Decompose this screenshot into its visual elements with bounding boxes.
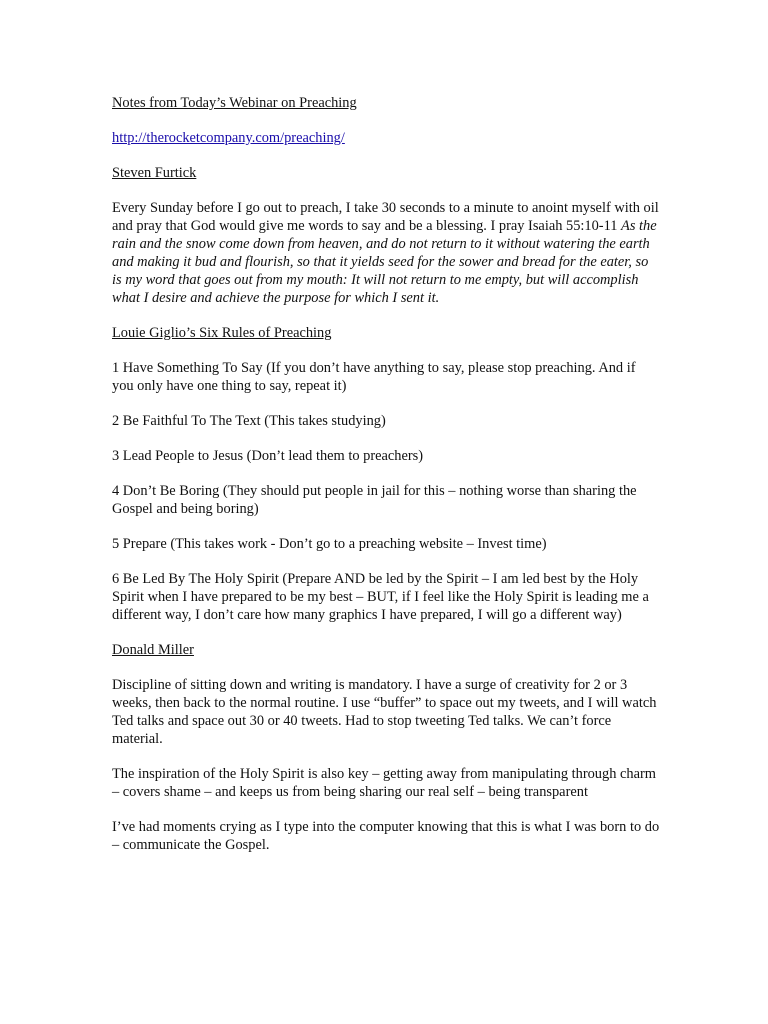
document-title: Notes from Today’s Webinar on Preaching (112, 95, 357, 111)
document-body (112, 94, 660, 871)
rule-2: 2 Be Faithful To The Text (This takes studying) (112, 413, 386, 429)
steven-furtick-paragraph (112, 199, 660, 307)
section-heading-donald-miller: Donald Miller (112, 642, 194, 658)
rule-6: 6 Be Led By The Holy Spirit (Prepare AND be led by the Spirit – I am led best by the Holy Spirit when I have prepared to be my best – BUT, if I feel like the Holy Spirit is leading me a different way, I don’t care how many graphics I have prepared, I will go a different way) (112, 571, 649, 623)
rule-3: 3 Lead People to Jesus (Don’t lead them to preachers) (112, 448, 424, 464)
rule-5: 5 Prepare (This takes work - Don’t go to a preaching website – Invest time) (112, 536, 547, 552)
steven-furtick-text: Every Sunday before I go out to preach, I take 30 seconds to a minute to anoint myself with oil and pray that God would give me words to say and be a blessing. I pray Isaiah 55:10-11 (112, 200, 659, 234)
donald-miller-paragraph-2: The inspiration of the Holy Spirit is also key – getting away from manipulating through charm – covers shame – and keeps us from being sharing our real self – being transparent (112, 766, 656, 800)
isaiah-quote: As the rain and the snow come down from heaven, and do not return to it without watering the earth and making it bud and flourish, so that it yields seed for the sower and bread for the eater, so is my word that goes out from my mouth: It will not return to me empty, but will accomplish what I desire and achieve the purpose for which I sent it. (112, 218, 657, 306)
rule-4: 4 Don’t Be Boring (They should put people in jail for this – nothing worse than sharing the Gospel and being boring) (112, 483, 637, 517)
donald-miller-paragraph-1: Discipline of sitting down and writing is mandatory. I have a surge of creativity for 2 or 3 weeks, then back to the normal routine. I use “buffer” to space out my tweets, and I will watch Ted talks and space out 30 or 40 tweets. Had to stop tweeting Ted talks. We can’t force material. (112, 677, 657, 747)
rule-1: 1 Have Something To Say (If you don’t have anything to say, please stop preaching. And if you only have one thing to say, repeat it) (112, 360, 636, 394)
link-paragraph (112, 129, 660, 147)
donald-miller-paragraph-3: I’ve had moments crying as I type into the computer knowing that this is what I was born to do – communicate the Gospel. (112, 819, 660, 853)
section-heading-six-rules: Louie Giglio’s Six Rules of Preaching (112, 325, 332, 341)
section-heading-steven-furtick: Steven Furtick (112, 165, 197, 181)
preaching-link[interactable]: http://therocketcompany.com/preaching/ (112, 130, 345, 146)
